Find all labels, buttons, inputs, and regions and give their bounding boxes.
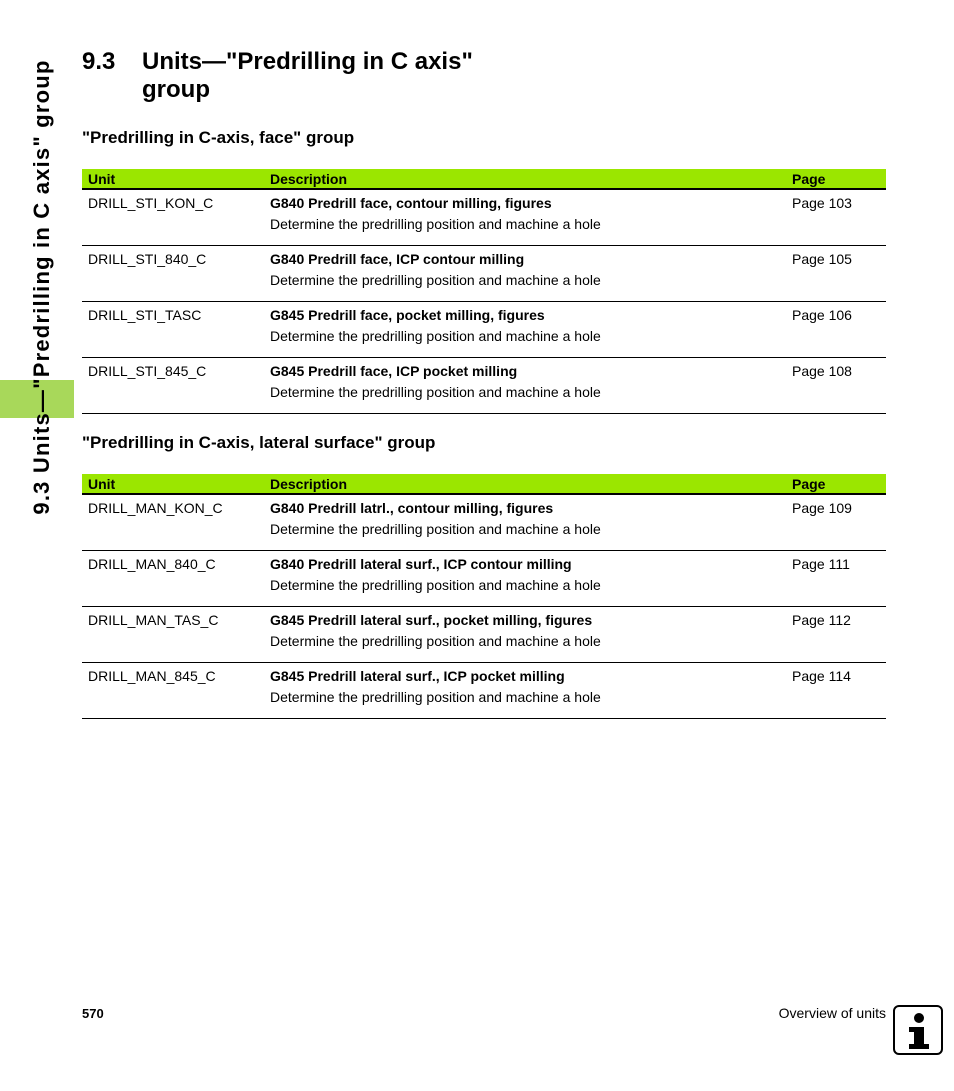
table-row bbox=[82, 606, 886, 632]
page-link[interactable]: Page 111 bbox=[792, 555, 850, 572]
header-page: Page bbox=[786, 474, 886, 494]
header-unit: Unit bbox=[82, 474, 264, 494]
table-row bbox=[82, 357, 886, 383]
page-number: 570 bbox=[82, 1006, 104, 1021]
table-row-detail bbox=[82, 576, 886, 606]
unit-detail: Determine the predrilling position and machine a hole bbox=[264, 327, 786, 357]
chapter-heading: Units—"Predrilling in C axis" group bbox=[142, 48, 473, 103]
page-link[interactable]: Page 108 bbox=[792, 362, 852, 379]
side-tab-label: 9.3 Units—"Predrilling in C axis" group bbox=[29, 59, 54, 515]
table-row-detail bbox=[82, 632, 886, 662]
footer-section-name: Overview of units bbox=[778, 1005, 886, 1021]
header-description: Description bbox=[264, 169, 786, 189]
unit-detail: Determine the predrilling position and machine a hole bbox=[264, 632, 786, 662]
page-link[interactable]: Page 114 bbox=[792, 667, 851, 684]
table-header-row bbox=[82, 169, 886, 189]
table-row bbox=[82, 662, 886, 688]
header-page: Page bbox=[786, 169, 886, 189]
unit-detail: Determine the predrilling position and machine a hole bbox=[264, 271, 786, 301]
unit-name: DRILL_MAN_845_C bbox=[88, 667, 216, 684]
unit-detail: Determine the predrilling position and machine a hole bbox=[264, 520, 786, 550]
chapter-number: 9.3 bbox=[82, 48, 116, 75]
units-table-lateral bbox=[82, 474, 886, 719]
table-row-detail bbox=[82, 215, 886, 245]
table-row bbox=[82, 550, 886, 576]
table-row-detail bbox=[82, 520, 886, 550]
unit-detail: Determine the predrilling position and machine a hole bbox=[264, 688, 786, 718]
unit-name: DRILL_STI_840_C bbox=[88, 250, 207, 267]
table-row bbox=[82, 189, 886, 215]
table-row-detail bbox=[82, 688, 886, 718]
unit-title: G840 Predrill face, ICP contour milling bbox=[270, 250, 525, 267]
table-row bbox=[82, 245, 886, 271]
section-title-lateral: "Predrilling in C-axis, lateral surface" group bbox=[82, 433, 436, 452]
unit-title: G845 Predrill face, pocket milling, figures bbox=[270, 306, 545, 323]
unit-title: G840 Predrill face, contour milling, figures bbox=[270, 195, 552, 211]
unit-detail: Determine the predrilling position and machine a hole bbox=[264, 576, 786, 606]
unit-detail: Determine the predrilling position and machine a hole bbox=[264, 215, 786, 245]
units-table-face bbox=[82, 169, 886, 414]
page-link[interactable]: Page 109 bbox=[792, 500, 852, 516]
unit-name: DRILL_MAN_840_C bbox=[88, 555, 216, 572]
unit-name: DRILL_MAN_TAS_C bbox=[88, 611, 219, 628]
page-link[interactable]: Page 106 bbox=[792, 306, 852, 323]
table-row-detail bbox=[82, 327, 886, 357]
info-icon bbox=[893, 1005, 943, 1055]
unit-name: DRILL_MAN_KON_C bbox=[88, 500, 223, 516]
page-link[interactable]: Page 112 bbox=[792, 611, 851, 628]
page-link[interactable]: Page 105 bbox=[792, 250, 852, 267]
unit-name: DRILL_STI_TASC bbox=[88, 306, 202, 323]
table-row-detail bbox=[82, 271, 886, 301]
unit-name: DRILL_STI_845_C bbox=[88, 362, 207, 379]
chapter-title bbox=[82, 48, 473, 104]
table-row-detail bbox=[82, 383, 886, 413]
unit-title: G845 Predrill lateral surf., ICP pocket milling bbox=[270, 667, 565, 684]
table-row bbox=[82, 301, 886, 327]
unit-name: DRILL_STI_KON_C bbox=[88, 195, 214, 211]
unit-detail: Determine the predrilling position and machine a hole bbox=[264, 383, 786, 413]
unit-title: G840 Predrill lateral surf., ICP contour milling bbox=[270, 555, 572, 572]
unit-title: G845 Predrill lateral surf., pocket milling, figures bbox=[270, 611, 593, 628]
page-link[interactable]: Page 103 bbox=[792, 195, 852, 211]
table-header-row bbox=[82, 474, 886, 494]
unit-title: G840 Predrill latrl., contour milling, figures bbox=[270, 500, 554, 516]
unit-title: G845 Predrill face, ICP pocket milling bbox=[270, 362, 518, 379]
table-row bbox=[82, 494, 886, 520]
section-title-face: "Predrilling in C-axis, face" group bbox=[82, 128, 355, 147]
header-unit: Unit bbox=[82, 169, 264, 189]
header-description: Description bbox=[264, 474, 786, 494]
